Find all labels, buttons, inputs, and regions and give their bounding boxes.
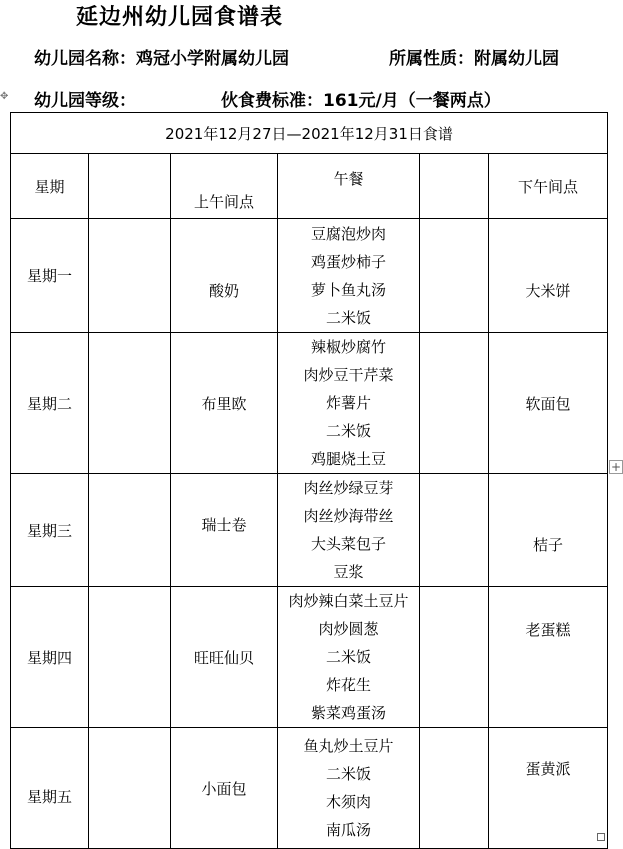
morning-snack-cell: 酸奶 xyxy=(171,219,278,333)
empty-cell xyxy=(420,219,489,333)
lunch-dish: 二米饭 xyxy=(325,765,371,783)
lunch-dish: 肉炒豆干芹菜 xyxy=(303,366,394,384)
lunch-dish: 南瓜汤 xyxy=(325,821,371,839)
lunch-dish: 炸薯片 xyxy=(325,394,371,412)
empty-cell xyxy=(420,728,489,849)
lunch-cell xyxy=(278,587,420,728)
table-row xyxy=(11,219,608,333)
lunch-dish: 大头菜包子 xyxy=(310,535,386,553)
table-row xyxy=(11,728,608,849)
table-row xyxy=(11,587,608,728)
fee-standard: 伙食费标准：161元/月（一餐两点） xyxy=(221,91,501,111)
morning-snack-cell: 小面包 xyxy=(171,728,278,849)
lunch-dish: 二米饭 xyxy=(325,648,371,666)
empty-cell xyxy=(420,333,489,474)
lunch-dish: 萝卜鱼丸汤 xyxy=(310,280,386,299)
lunch-dish: 肉丝炒绿豆芽 xyxy=(303,479,394,497)
empty-cell xyxy=(420,474,489,587)
lunch-dish: 炸花生 xyxy=(325,676,371,694)
table-resize-handle[interactable] xyxy=(597,833,605,841)
empty-cell xyxy=(89,474,171,587)
lunch-dish: 二米饭 xyxy=(325,422,371,440)
header-empty-1 xyxy=(89,154,171,219)
morning-snack-cell: 布里欧 xyxy=(171,333,278,474)
table-move-handle-icon[interactable]: ✥ xyxy=(0,91,9,102)
table-row xyxy=(11,474,608,587)
lunch-dish: 紫菜鸡蛋汤 xyxy=(310,704,386,722)
lunch-cell xyxy=(278,333,420,474)
week-range: 2021年12月27日—2021年12月31日食谱 xyxy=(11,113,608,154)
morning-snack-cell: 旺旺仙贝 xyxy=(171,587,278,728)
affiliation: 所属性质：附属幼儿园 xyxy=(389,49,559,69)
menu-table xyxy=(10,112,608,849)
lunch-cell xyxy=(278,728,420,849)
weekday-cell: 星期三 xyxy=(11,474,89,587)
empty-cell xyxy=(89,587,171,728)
lunch-dish: 豆腐泡炒肉 xyxy=(310,224,386,243)
afternoon-snack-cell: 大米饼 xyxy=(489,219,608,333)
kindergarten-grade: 幼儿园等级： xyxy=(34,91,136,111)
lunch-dish: 肉炒圆葱 xyxy=(318,620,379,638)
lunch-cell xyxy=(278,474,420,587)
header-morning-snack: 上午间点 xyxy=(171,154,278,219)
afternoon-snack-cell: 软面包 xyxy=(489,333,608,474)
kindergarten-name: 幼儿园名称：鸡冠小学附属幼儿园 xyxy=(34,49,289,69)
lunch-dish: 鸡腿烧土豆 xyxy=(310,450,386,468)
header-afternoon-snack: 下午间点 xyxy=(489,154,608,219)
lunch-dish: 豆浆 xyxy=(333,563,364,581)
empty-cell xyxy=(89,728,171,849)
lunch-dish: 肉丝炒海带丝 xyxy=(303,507,394,525)
lunch-dish: 肉炒辣白菜土豆片 xyxy=(288,592,409,610)
weekday-cell: 星期一 xyxy=(11,219,89,333)
afternoon-snack-cell: 老蛋糕 xyxy=(489,587,608,728)
weekday-cell: 星期二 xyxy=(11,333,89,474)
lunch-dish: 鸡蛋炒柿子 xyxy=(310,252,386,271)
lunch-cell xyxy=(278,219,420,333)
table-row xyxy=(11,333,608,474)
header-lunch: 午餐 xyxy=(278,154,420,219)
weekday-cell: 星期五 xyxy=(11,728,89,849)
afternoon-snack-cell: 桔子 xyxy=(489,474,608,587)
page-title: 延边州幼儿园食谱表 xyxy=(76,5,284,30)
header-row xyxy=(11,154,608,219)
lunch-dish: 辣椒炒腐竹 xyxy=(310,338,386,356)
weekday-cell: 星期四 xyxy=(11,587,89,728)
header-weekday: 星期 xyxy=(11,154,89,219)
morning-snack-cell: 瑞士卷 xyxy=(171,474,278,587)
insert-column-plus-icon[interactable]: + xyxy=(610,460,622,474)
lunch-dish: 二米饭 xyxy=(325,308,371,327)
lunch-dish: 木须肉 xyxy=(325,793,371,811)
empty-cell xyxy=(89,219,171,333)
header-empty-2 xyxy=(420,154,489,219)
lunch-dish: 鱼丸炒土豆片 xyxy=(303,737,394,755)
afternoon-snack-cell: 蛋黄派 xyxy=(489,728,608,849)
empty-cell xyxy=(420,587,489,728)
empty-cell xyxy=(89,333,171,474)
